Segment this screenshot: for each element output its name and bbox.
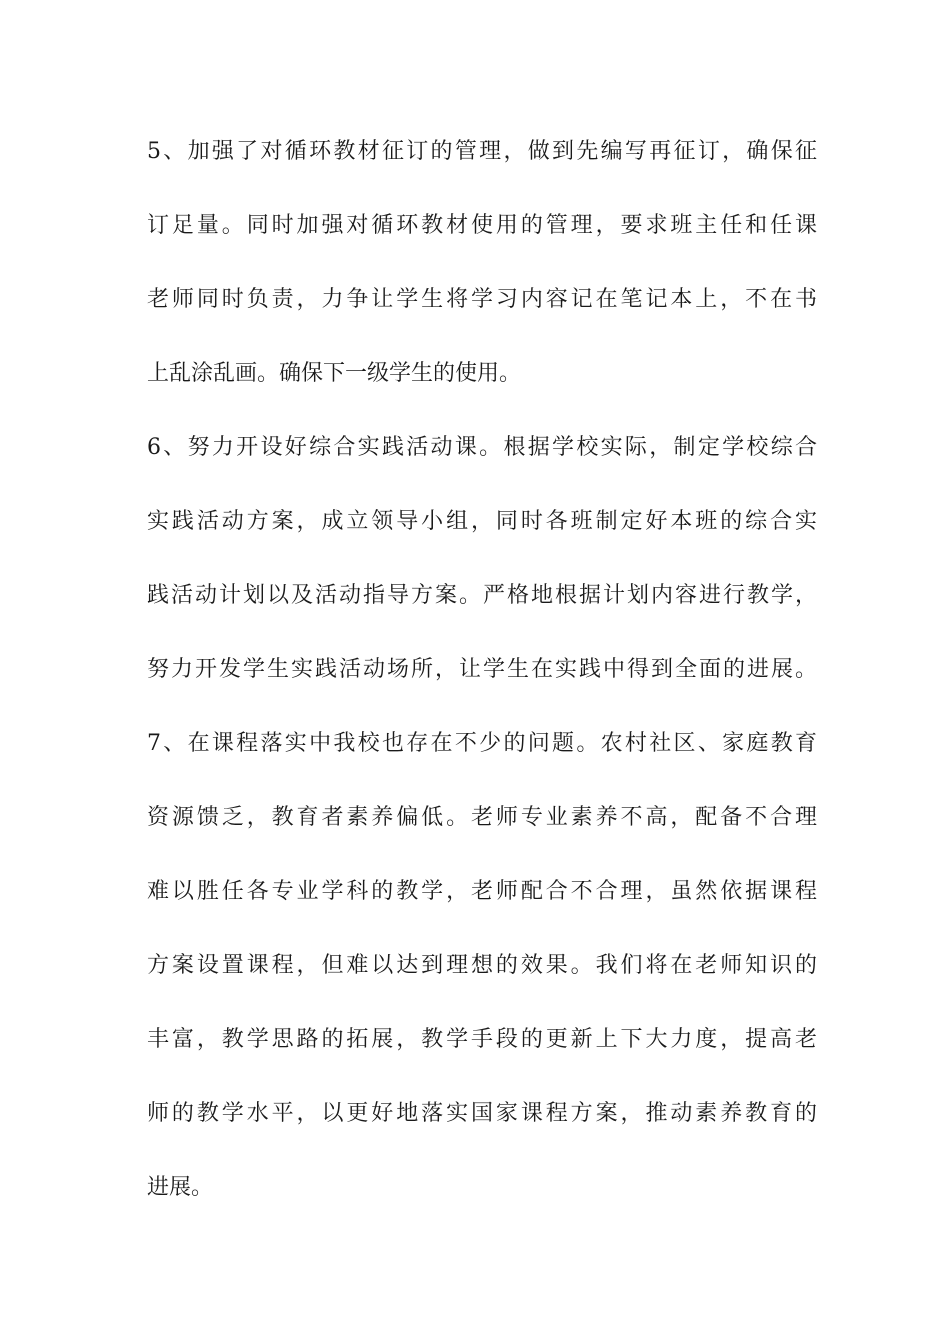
text-line: 努力开发学生实践活动场所，让学生在实践中得到全面的进展。 xyxy=(147,657,817,682)
text-line: 方案设置课程，但难以达到理想的效果。我们将在老师知识的 xyxy=(147,953,817,978)
text-line: 丰富，教学思路的拓展，教学手段的更新上下大力度，提高老 xyxy=(147,1027,817,1052)
text-line: 5、加强了对循环教材征订的管理，做到先编写再征订，确保征 xyxy=(147,139,817,164)
text-line: 老师同时负责，力争让学生将学习内容记在笔记本上，不在书 xyxy=(147,287,817,312)
text-line: 实践活动方案，成立领导小组，同时各班制定好本班的综合实 xyxy=(147,509,817,534)
text-line: 订足量。同时加强对循环教材使用的管理，要求班主任和任课 xyxy=(147,213,817,238)
text-line: 7、在课程落实中我校也存在不少的问题。农村社区、家庭教育 xyxy=(147,731,817,756)
text-line: 上乱涂乱画。确保下一级学生的使用。 xyxy=(147,361,522,386)
text-line: 难以胜任各专业学科的教学，老师配合不合理，虽然依据课程 xyxy=(147,879,817,904)
text-line: 师的教学水平，以更好地落实国家课程方案，推动素养教育的 xyxy=(147,1101,817,1126)
text-line: 进展。 xyxy=(147,1175,214,1200)
text-line: 践活动计划以及活动指导方案。严格地根据计划内容进行教学， xyxy=(147,583,817,608)
text-line: 6、努力开设好综合实践活动课。根据学校实际，制定学校综合 xyxy=(147,435,817,460)
text-line: 资源馈乏，教育者素养偏低。老师专业素养不高，配备不合理 xyxy=(147,805,817,830)
